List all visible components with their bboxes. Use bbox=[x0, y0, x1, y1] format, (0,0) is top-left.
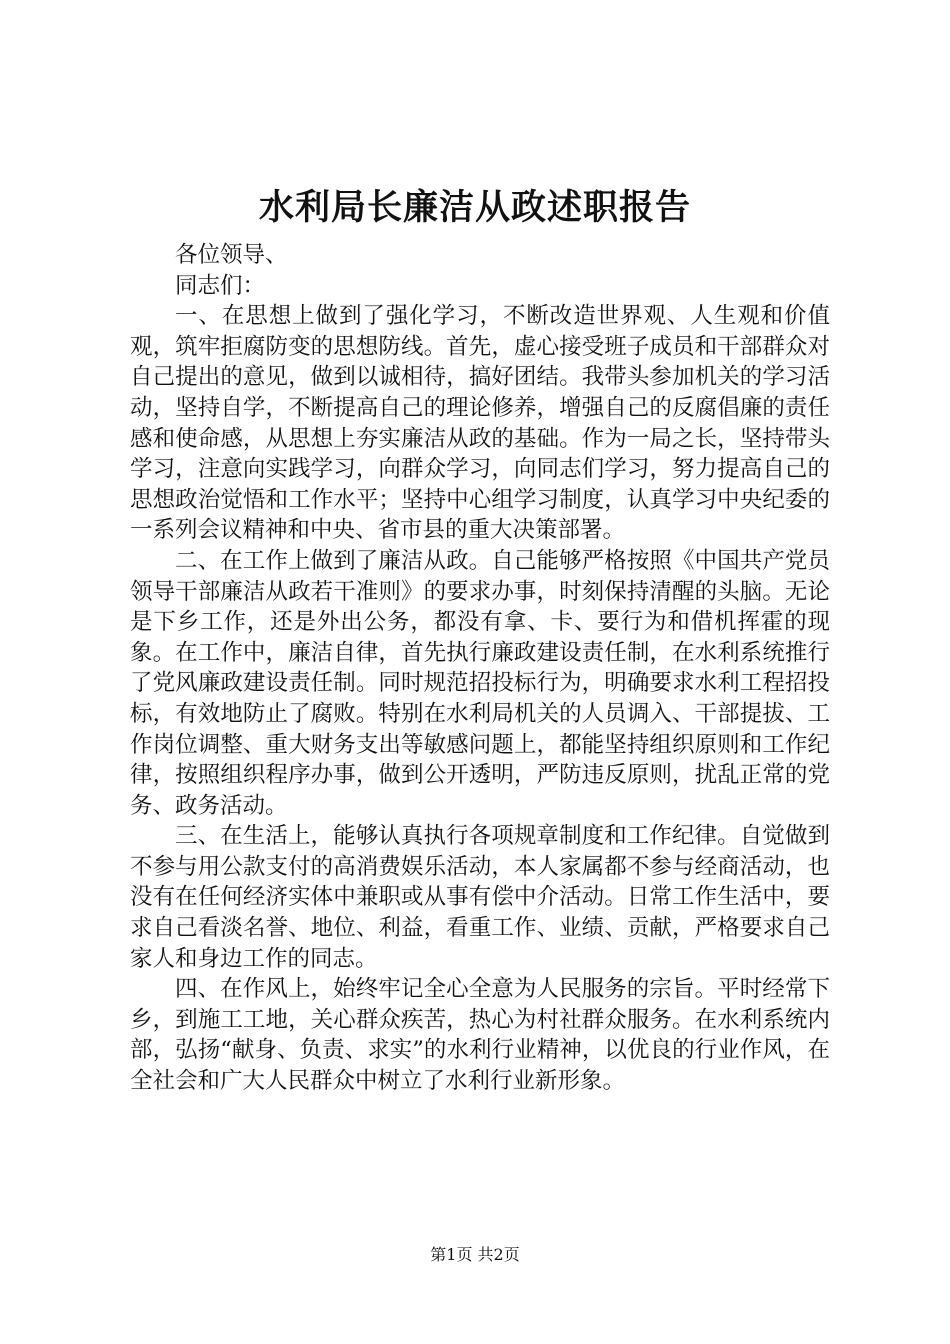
paragraph-2: 二、在工作上做到了廉洁从政。自己能够严格按照《中国共产党员领导干部廉洁从政若干准则》的要求办事，时刻保持清醒的头脑。无论是下乡工作，还是外出公务，都没有拿、卡、要行为和借机挥霍的现象。在工作中，廉洁自律，首先执行廉政建设责任制，在水利系统推行了党风廉政建设责任制。同时规范招投标行为，明确要求水利工程招投标，有效地防止了腐败。特别在水利局机关的人员调入、干部提拔、工作岗位调整、重大财务支出等敏感问题上，都能坚持组织原则和工作纪律，按照组织程序办事，做到公开透明，严防违反原则，扰乱正常的党务、政务活动。 bbox=[130, 547, 830, 819]
document-title: 水利局长廉洁从政述职报告 bbox=[258, 187, 691, 228]
paragraph-4: 四、在作风上，始终牢记全心全意为人民服务的宗旨。平时经常下乡，到施工工地，关心群众疾苦，热心为村社群众服务。在水利系统内部，弘扬“献身、负责、求实”的水利行业精神，以优良的行业作风，在全社会和广大人民群众中树立了水利行业新形象。 bbox=[130, 976, 830, 1095]
page-number-footer: 第1页 共2页 bbox=[430, 1245, 520, 1264]
salutation-line-1: 各位领导、 bbox=[175, 242, 288, 268]
paragraph-1: 一、在思想上做到了强化学习，不断改造世界观、人生观和价值观，筑牢拒腐防变的思想防线。首先，虚心接受班子成员和干部群众对自己提出的意见，做到以诚相待，搞好团结。我带头参加机关的学习活动，坚持自学，不断提高自己的理论修养，增强自己的反腐倡廉的责任感和使命感，从思想上夯实廉洁从政的基础。作为一局之长，坚持带头学习，注意向实践学习，向群众学习，向同志们学习，努力提高自己的思想政治觉悟和工作水平；坚持中心组学习制度，认真学习中央纪委的一系列会议精神和中央、省市县的重大决策部署。 bbox=[130, 303, 830, 544]
paragraph-3: 三、在生活上，能够认真执行各项规章制度和工作纪律。自觉做到不参与用公款支付的高消费娱乐活动，本人家属都不参与经商活动，也没有在任何经济实体中兼职或从事有偿中介活动。日常工作生活中，要求自己看淡名誉、地位、利益，看重工作、业绩、贡献，严格要求自己家人和身边工作的同志。 bbox=[130, 823, 830, 972]
salutation-line-2: 同志们： bbox=[175, 272, 266, 299]
document-body bbox=[130, 240, 830, 1097]
